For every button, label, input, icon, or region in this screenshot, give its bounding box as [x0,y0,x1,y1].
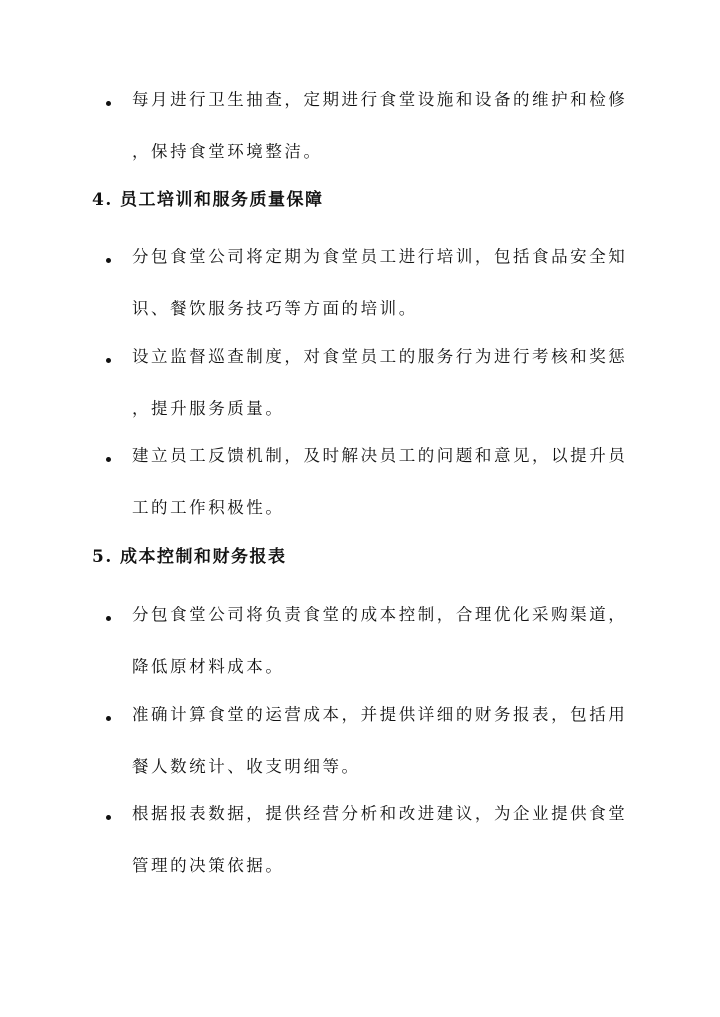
list-item-text-line-2: 工的工作积极性。 [132,498,285,517]
list-item-text-line-1: 每月进行卫生抽查，定期进行食堂设施和设备的维护和检修 [132,90,628,109]
list-item-text-line-1: 设立监督巡查制度，对食堂员工的服务行为进行考核和奖惩 [132,347,628,366]
bullet-dot-icon [106,358,111,363]
bullet-dot-icon [106,457,111,462]
bullet-dot-icon [106,258,111,263]
section-heading [92,188,324,212]
list-item-text-line-2: ，保持食堂环境整洁。 [132,142,323,161]
section-title: 员工培训和服务质量保障 [120,190,324,210]
bullet-dot-icon [106,815,111,820]
list-item-text-line-2: 降低原材料成本。 [132,657,285,676]
list-item-text-line-1: 准确计算食堂的运营成本，并提供详细的财务报表，包括用 [132,705,628,724]
bullet-dot-icon [106,616,111,621]
list-item-text-line-2: ，提升服务质量。 [132,399,285,418]
section-title: 成本控制和财务报表 [120,547,287,567]
section-number: 4. [92,190,113,210]
list-item-text-line-2: 餐人数统计、收支明细等。 [132,757,361,776]
list-item-text-line-1: 建立员工反馈机制，及时解决员工的问题和意见，以提升员 [132,446,628,465]
list-item-text-line-2: 识、餐饮服务技巧等方面的培训。 [132,299,418,318]
list-item-text-line-1: 分包食堂公司将负责食堂的成本控制，合理优化采购渠道， [132,605,628,624]
list-item-text-line-2: 管理的决策依据。 [132,856,285,875]
section-heading [92,545,287,569]
bullet-dot-icon [106,101,111,106]
bullet-dot-icon [106,716,111,721]
list-item-text-line-1: 根据报表数据，提供经营分析和改进建议，为企业提供食堂 [132,804,628,823]
section-number: 5. [92,547,113,567]
list-item-text-line-1: 分包食堂公司将定期为食堂员工进行培训，包括食品安全知 [132,247,628,266]
